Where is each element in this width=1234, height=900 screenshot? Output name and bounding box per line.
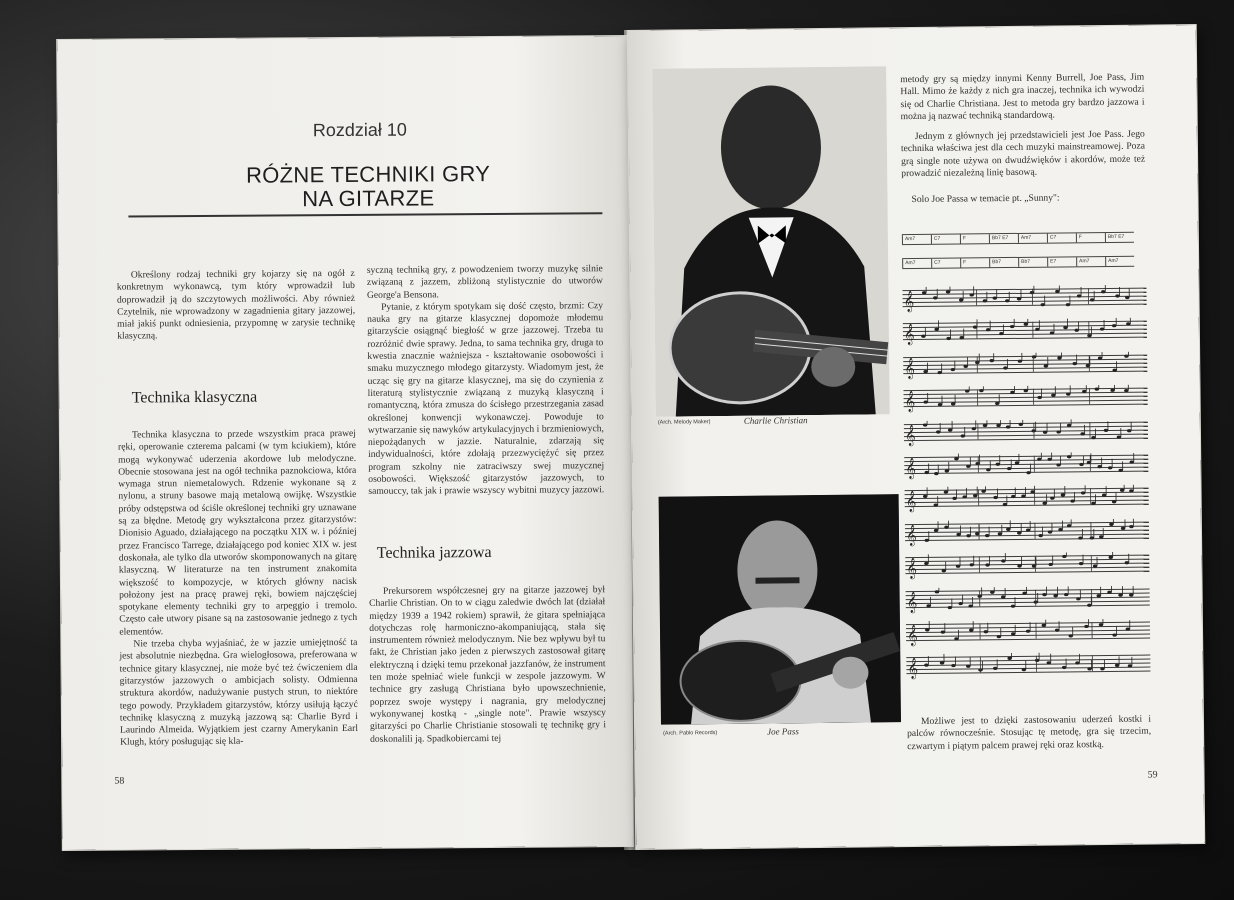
music-staff xyxy=(905,521,1149,544)
chord-cell: F xyxy=(960,234,989,243)
page-number-left: 58 xyxy=(114,775,125,787)
photo2-credit: (Arch. Pablo Records) xyxy=(663,730,718,737)
music-staff xyxy=(904,421,1148,444)
music-staff xyxy=(904,388,1148,411)
right-column-top xyxy=(367,263,605,498)
chord-cell: F xyxy=(960,258,989,267)
col2-paragraph-1: syczną techniką gry, z powodzeniem tworzy muzykę silnie związaną z jazzem, zbliżoną stylistycznie do utworów George'a Bensona. xyxy=(366,263,603,301)
music-notes xyxy=(902,285,1146,314)
music-staff xyxy=(904,455,1148,478)
music-notes xyxy=(904,418,1148,447)
sheet-music-score xyxy=(902,288,1150,691)
photo1-credit: (Arch. Melody Maker) xyxy=(657,419,711,426)
svg-text:𝄞: 𝄞 xyxy=(903,291,915,312)
chord-cell: Bb7 xyxy=(989,258,1018,267)
svg-text:𝄞: 𝄞 xyxy=(905,491,917,512)
section-jazz-body xyxy=(369,584,606,746)
chord-cell: Bb7 E7 xyxy=(989,234,1018,243)
solo-label: Solo Joe Passa w temacie pt. „Sunny": xyxy=(911,192,1060,206)
music-staff xyxy=(902,288,1146,311)
music-staff xyxy=(905,555,1149,578)
chord-cell: Am7 xyxy=(902,235,931,244)
title-line-2: NA GITARZE xyxy=(302,185,435,212)
music-notes xyxy=(905,552,1149,581)
music-staff xyxy=(906,621,1150,644)
right-paragraph-2: Jednym z głównych jej przedstawicieli jest Joe Pass. Jego technika właściwa jest dla cech muzyki mainstreamowej. Poza grą single note używa on dwudźwięków i akordów, może też prowadzić niezależną linię basową. xyxy=(900,128,1146,180)
svg-text:𝄞: 𝄞 xyxy=(906,558,918,579)
chord-cell: Bb7 xyxy=(1018,258,1047,267)
right-page-text-top xyxy=(900,72,1145,181)
chapter-label: Rozdział 10 xyxy=(312,119,407,141)
photo-charlie-christian xyxy=(652,66,890,416)
music-staff xyxy=(903,321,1147,344)
svg-text:𝄞: 𝄞 xyxy=(904,357,916,378)
music-notes xyxy=(906,585,1150,614)
classical-paragraph-2: Nie trzeba chyba wyjaśniać, że w jazzie umiejętność ta jest absolutnie niezbędna. Gra wielogłosowa, preferowana w technice gitary klasycznej, nie może być też ćwiczeniem dla gitarzystów jazzowych o ambicjach solisty. Odmienna struktura akordów, nadużywanie pustych strun, to niektóre tego powody. Przykładem gitarzystów, którzy usiłują łączyć technikę klasyczną z muzyką jazzową są: Charlie Byrd i Laurindo Almeida. Wyjątkiem jest czarny Amerykanin Earl Klugh, który posługując się kla- xyxy=(119,636,359,748)
chord-chart-row-2 xyxy=(902,256,1134,269)
jazz-paragraph-1: Prekursorem współczesnej gry na gitarze jazzowej był Charlie Christian. On to w ciągu zaledwie dwóch lat (działał między 1939 a 1942 rokiem) sprawił, że gitara spełniająca dotychczas rolę harmoniczno-akompaniującą, stała się instrumentem również melodycznym. Nie bez wpływu był tu fakt, że Christian jako jeden z pierwszych zastosował gitarę elektryczną i dzięki temu przekonał jazzfanów, że instrument ten może spełniać wiele funkcji w zespole jazzowym. W technice gry zasługą Christiana było upowszechnienie, poprzez swoje występy i nagrania, gry melodycznej wykonywanej kostką - „single note". Prawie wszyscy gitarzyści po Charlie Christianie stosowali tę technikę gry i doskonalili ją. Spadkobiercami tej xyxy=(369,584,607,745)
svg-text:𝄞: 𝄞 xyxy=(907,658,919,679)
svg-text:𝄞: 𝄞 xyxy=(906,591,918,612)
classical-paragraph-1: Technika klasyczna to przede wszystkim praca prawej ręki, operowanie czterema palcami (w tym kciukiem), które mogą wykonywać uderzenia akordowe lub melodyczne. Obecnie stosowana jest na ogół technika paznokciowa, która wymaga strun niemetalowych. Rdzenie wykonane są z nylonu, a struny basowe mają metalową owijkę. Wszystkie próby odstępstwa od ściśle określonej techniki gry uznawane są za błędne. Metodę gry wykształcona przez gitarzystów: Dionisio Aguado, działającego na początku XIX w. i później przez Francisco Tarrege, działającego pod koniec XIX w. jest doskonała, ale tylko dla utworów skomponowanych na gitarę klasyczną. W literaturze na ten instrument znakomita większość to kompozycje, w których główny nacisk położony jest na pracę prawej ręki, bowiem najczęściej spotykane elementy techniki gry to arpeggio i tremolo. Często całe utwory pisane są na zastosowanie jednego z tych elementów. xyxy=(117,427,358,638)
chord-cell: Am7 xyxy=(1018,234,1047,243)
music-notes xyxy=(906,652,1150,681)
svg-text:𝄞: 𝄞 xyxy=(906,624,918,646)
music-notes xyxy=(903,385,1147,414)
svg-text:𝄞: 𝄞 xyxy=(905,457,917,479)
chord-cell: F xyxy=(1076,233,1105,242)
music-staff xyxy=(906,588,1150,611)
title-line-1: RÓŻNE TECHNIKI GRY xyxy=(245,160,491,188)
music-notes xyxy=(903,351,1147,380)
chord-cell: Bb7 E7 xyxy=(1105,233,1134,242)
right-paragraph-3: Możliwe jest to dzięki zastosowaniu uderzeń kostki i palców równocześnie. Stosując tę metodę, gra się trzecim, czwartym i piątym palcem prawej ręki oraz kostką. xyxy=(907,713,1152,752)
section-heading-classical: Technika klasyczna xyxy=(131,388,258,407)
svg-text:𝄞: 𝄞 xyxy=(905,524,917,545)
music-staff xyxy=(906,655,1150,678)
music-notes xyxy=(905,485,1149,514)
right-paragraph-1: metody gry są między innymi Kenny Burrell, Joe Pass, Jim Hall. Mimo że każdy z nich gra inaczej, technika ich wywodzi się od Charlie Christiana. Jest to metoda gry bardzo jazzowa i można ją nazwać techniką standardową. xyxy=(900,71,1145,123)
chord-cell: Am7 xyxy=(1105,257,1134,266)
photo1-caption: Charlie Christian xyxy=(743,415,808,426)
photo2-caption: Joe Pass xyxy=(767,726,799,737)
left-page xyxy=(57,36,633,850)
music-staff xyxy=(905,488,1149,511)
col2-paragraph-2: Pytanie, z którym spotykam się dość często, brzmi: Czy nauka gry na gitarze klasycznej dopomoże młodemu gitarzyście osiągnąć biegłość w grze jazzowej. Trzeba tu rozróżnić dwie sprawy. Jedna, to sama technika gry, druga to kwestia znacznie ważniejsza - kształtowanie osobowości i smaku muzycznego młodego gitarzysty. Wiadomym jest, że ucząc się gry na gitarze klasycznej, ma się do czynienia z literaturą stylistycznie związaną z muzyką klasyczną i romantyczną, która zmusza do ścisłego przestrzegania zasad określonej konwencji wykonawczej. Powoduje to wytwarzanie się nawyków artykulacyjnych i brzmieniowych, niepożądanych w jazzie. Naturalnie, zdarzają się indywidualności, które zdołają przezwyciężyć się przez program szkolny nie zatraciwszy swej muzycznej osobowości. Większość gitarzystów jazzowych, to samouccy, tak jak i prawie wszyscy wybitni muzycy jazzowi. xyxy=(367,300,605,498)
chord-cell: C7 xyxy=(1047,233,1076,242)
chord-cell: C7 xyxy=(931,235,960,244)
page-number-right: 59 xyxy=(1147,769,1158,781)
chapter-title xyxy=(218,162,518,212)
music-notes xyxy=(903,318,1147,347)
charlie-christian-photo-graphic xyxy=(652,66,890,416)
chord-cell: E7 xyxy=(1047,257,1076,266)
right-page-text-bottom xyxy=(907,714,1151,753)
svg-text:𝄞: 𝄞 xyxy=(904,424,916,445)
music-notes xyxy=(904,452,1148,481)
chord-cell: C7 xyxy=(931,259,960,268)
chord-cell: Am7 xyxy=(1076,257,1105,266)
svg-text:𝄞: 𝄞 xyxy=(904,391,916,412)
music-notes xyxy=(905,518,1149,547)
title-rule xyxy=(128,212,602,217)
music-notes xyxy=(906,618,1150,647)
chord-chart-row-1 xyxy=(902,232,1134,245)
intro-paragraph: Określony rodzaj techniki gry kojarzy się na ogół z konkretnym wykonawcą, tym który wprowadził lub doprowadził ją do szczytowych możliwości. Aby również Czytelnik, nie wprowadzony w zagadnienia gitary jazzowej, miał jakiś punkt odniesienia, przypomnę w zarysie technikę klasyczną. xyxy=(116,267,356,343)
section-heading-jazz: Technika jazzowa xyxy=(376,543,492,562)
photo-joe-pass xyxy=(659,494,901,725)
right-page xyxy=(628,25,1205,849)
svg-text:𝄞: 𝄞 xyxy=(903,324,915,345)
music-staff xyxy=(903,354,1147,377)
joe-pass-photo-graphic xyxy=(659,494,901,725)
chord-cell: Am7 xyxy=(902,259,931,268)
section-classical-body xyxy=(118,428,358,749)
